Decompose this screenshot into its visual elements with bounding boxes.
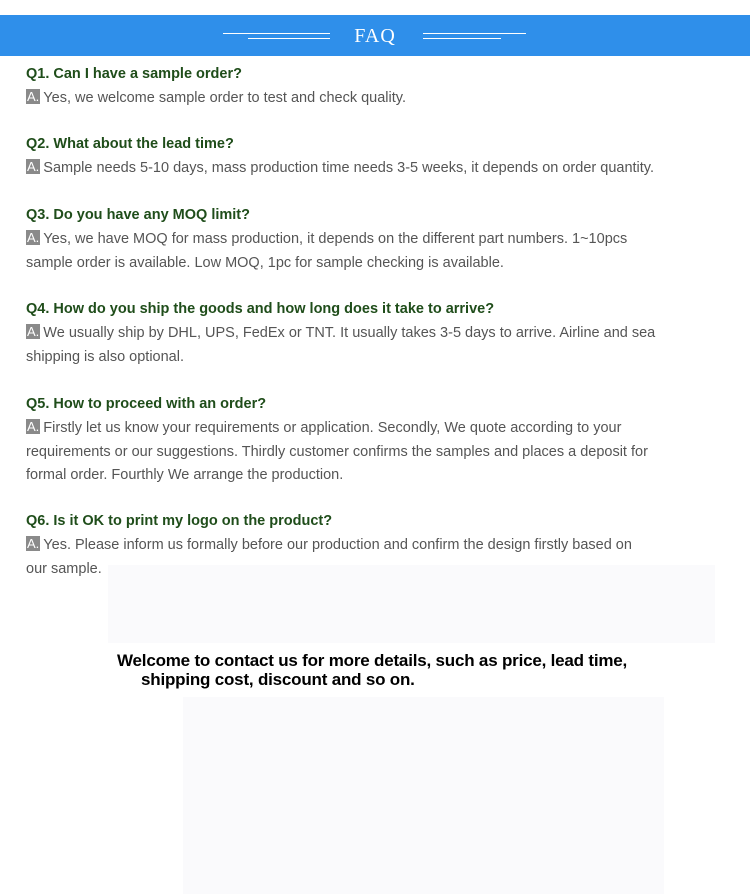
faq-answer [26, 417, 691, 488]
faq-question: Q4. How do you ship the goods and how long does it take to arrive? [26, 301, 495, 317]
faq-item-1 [26, 64, 726, 111]
answer-text: Yes. Please inform us formally before our production and confirm the design firstly based on our sample. [26, 537, 632, 577]
contact-line-2: shipping cost, discount and so on. [141, 670, 415, 689]
answer-marker: A. [27, 324, 40, 339]
contact-line-1: Welcome to contact us for more details, such as price, lead time, [117, 651, 628, 670]
answer-text: Yes, we welcome sample order to test and check quality. [43, 90, 406, 106]
faded-background-panel [108, 565, 715, 643]
answer-text: Yes, we have MOQ for mass production, it depends on the different part numbers. 1~10pcs sample order is available. Low MOQ, 1pc for sample checking is available. [26, 231, 628, 271]
left-divider-line-inner [248, 38, 330, 39]
faq-item-5 [26, 394, 691, 488]
answer-text: Firstly let us know your requirements or application. Secondly, We quote according to your requirements or our suggestions. Thirdly customer confirms the samples and places a deposit for formal order. Fourthly We arrange the production. [26, 420, 648, 483]
faq-question: Q5. How to proceed with an order? [26, 396, 267, 412]
answer-marker: A. [27, 230, 40, 245]
faq-question: Q3. Do you have any MOQ limit? [26, 207, 250, 223]
faq-item-4 [26, 299, 656, 369]
answer-text: We usually ship by DHL, UPS, FedEx or TNT. It usually takes 3-5 days to arrive. Airline and sea shipping is also optional. [26, 325, 656, 365]
faq-answer [26, 228, 676, 275]
left-divider-line [223, 33, 330, 34]
faq-answer [26, 87, 726, 111]
faq-answer [26, 322, 656, 369]
faq-title: FAQ [354, 25, 396, 47]
answer-marker: A. [27, 536, 40, 551]
answer-marker: A. [27, 159, 40, 174]
faq-item-2 [26, 134, 726, 181]
faq-item-3 [26, 205, 676, 275]
answer-marker: A. [27, 419, 40, 434]
faq-question: Q2. What about the lead time? [26, 136, 234, 152]
answer-marker: A. [27, 89, 40, 104]
faq-question: Q6. Is it OK to print my logo on the product? [26, 513, 333, 529]
right-divider-line [423, 33, 526, 34]
faq-answer [26, 157, 726, 181]
faq-question: Q1. Can I have a sample order? [26, 66, 242, 82]
faded-image-placeholder [183, 697, 664, 894]
faq-banner [0, 15, 750, 56]
contact-message [117, 651, 677, 689]
right-divider-line-inner [423, 38, 501, 39]
answer-text: Sample needs 5-10 days, mass production time needs 3-5 weeks, it depends on order quantity. [43, 160, 654, 176]
